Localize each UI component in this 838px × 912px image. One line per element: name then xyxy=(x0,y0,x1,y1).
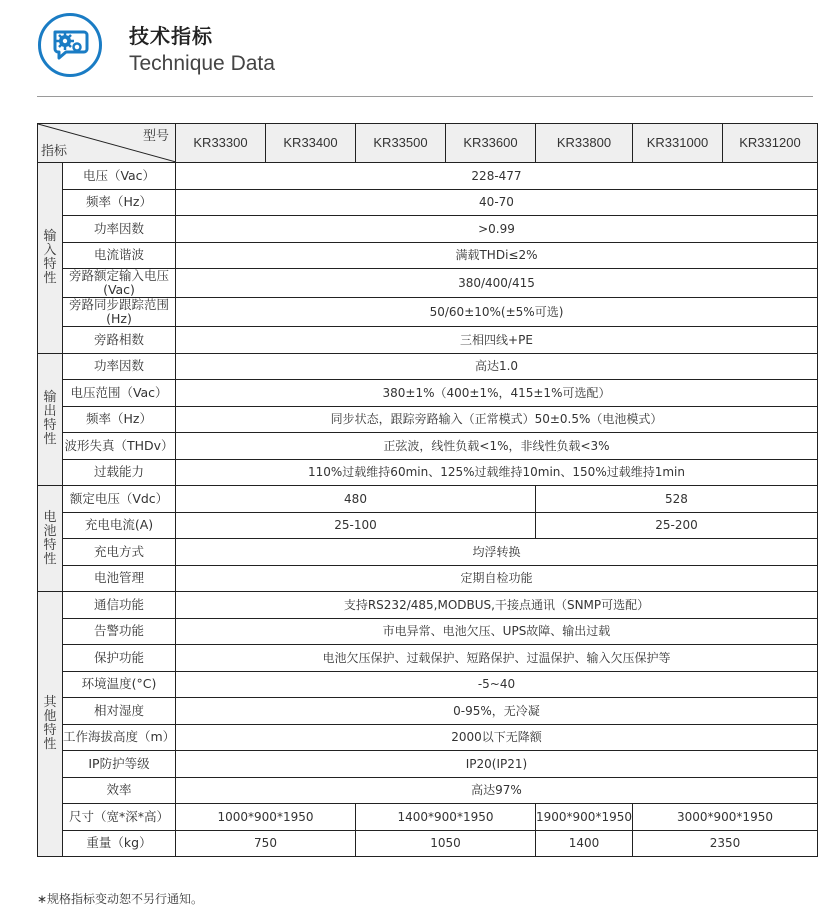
row-label: 过载能力 xyxy=(63,459,176,486)
table-header-row xyxy=(38,124,818,163)
row-label: 充电电流(A) xyxy=(63,512,176,539)
row-value: 1400 xyxy=(536,830,633,857)
row-value: 50/60±10%(±5%可选) xyxy=(176,298,818,327)
row-label: 额定电压（Vdc） xyxy=(63,486,176,513)
row-value: 0-95%，无冷凝 xyxy=(176,698,818,725)
row-value: 380/400/415 xyxy=(176,269,818,298)
row-value: -5~40 xyxy=(176,671,818,698)
row-label: 波形失真（THDv） xyxy=(63,433,176,460)
model-axis-label: 型号 xyxy=(142,128,169,143)
row-label: 尺寸（宽*深*高） xyxy=(63,804,176,831)
table-row xyxy=(38,163,818,190)
model-header: KR33400 xyxy=(266,124,356,163)
model-header: KR331000 xyxy=(632,124,722,163)
row-label: 环境温度(°C) xyxy=(63,671,176,698)
page-title: 技术指标 xyxy=(129,24,213,48)
row-value: 高达97% xyxy=(176,777,818,804)
row-label: 旁路同步跟踪范围(Hz) xyxy=(63,298,176,327)
table-row xyxy=(38,353,818,380)
section-label-output: 输出特性 xyxy=(38,353,63,486)
table-row xyxy=(38,565,818,592)
table-row xyxy=(38,645,818,672)
row-label: 电流谐波 xyxy=(63,242,176,269)
model-header: KR33500 xyxy=(356,124,446,163)
metric-axis-label: 指标 xyxy=(41,143,68,158)
row-value: 480 xyxy=(176,486,536,513)
table-row xyxy=(38,724,818,751)
row-value: 1900*900*1950 xyxy=(536,804,633,831)
row-value: 电池欠压保护、过载保护、短路保护、过温保护、输入欠压保护等 xyxy=(176,645,818,672)
table-row xyxy=(38,698,818,725)
table-row xyxy=(38,592,818,619)
table-row xyxy=(38,512,818,539)
row-value: 1000*900*1950 xyxy=(176,804,356,831)
section-label-battery: 电池特性 xyxy=(38,486,63,592)
table-row xyxy=(38,189,818,216)
row-value: 25-200 xyxy=(536,512,818,539)
spec-table xyxy=(37,123,818,857)
row-label: 充电方式 xyxy=(63,539,176,566)
row-label: 相对湿度 xyxy=(63,698,176,725)
table-row xyxy=(38,459,818,486)
model-header: KR331200 xyxy=(722,124,817,163)
table-row xyxy=(38,671,818,698)
row-value: 市电异常、电池欠压、UPS故障、输出过载 xyxy=(176,618,818,645)
row-value: 正弦波，线性负载<1%，非线性负载<3% xyxy=(176,433,818,460)
row-label: 频率（Hz） xyxy=(63,406,176,433)
row-value: 2350 xyxy=(632,830,817,857)
row-value: 高达1.0 xyxy=(176,353,818,380)
row-value: 同步状态，跟踪旁路输入（正常模式）50±0.5%（电池模式） xyxy=(176,406,818,433)
row-label: 频率（Hz） xyxy=(63,189,176,216)
page-subtitle: Technique Data xyxy=(129,52,275,75)
table-row xyxy=(38,327,818,354)
row-label: 工作海拔高度（m） xyxy=(63,724,176,751)
section-label-other: 其他特性 xyxy=(38,592,63,857)
model-header: KR33800 xyxy=(536,124,633,163)
header-divider xyxy=(37,96,813,97)
row-label: 告警功能 xyxy=(63,618,176,645)
table-row xyxy=(38,539,818,566)
table-row xyxy=(38,618,818,645)
table-row xyxy=(38,298,818,327)
corner-header-cell xyxy=(38,124,176,163)
row-label: 效率 xyxy=(63,777,176,804)
table-row xyxy=(38,486,818,513)
row-label: 重量（kg） xyxy=(63,830,176,857)
row-value: 1400*900*1950 xyxy=(356,804,536,831)
row-label: 功率因数 xyxy=(63,216,176,243)
row-value: 25-100 xyxy=(176,512,536,539)
row-value: 528 xyxy=(536,486,818,513)
row-value: 三相四线+PE xyxy=(176,327,818,354)
row-value: 40-70 xyxy=(176,189,818,216)
row-label: 电压范围（Vac） xyxy=(63,380,176,407)
row-value: 均浮转换 xyxy=(176,539,818,566)
row-value: 228-477 xyxy=(176,163,818,190)
row-label: 功率因数 xyxy=(63,353,176,380)
row-label: 保护功能 xyxy=(63,645,176,672)
section-label-input: 输入特性 xyxy=(38,163,63,354)
row-label: 电压（Vac） xyxy=(63,163,176,190)
table-row xyxy=(38,216,818,243)
row-value: IP20(IP21) xyxy=(176,751,818,778)
row-value: >0.99 xyxy=(176,216,818,243)
table-row xyxy=(38,433,818,460)
row-label: IP防护等级 xyxy=(63,751,176,778)
row-label: 旁路相数 xyxy=(63,327,176,354)
table-row xyxy=(38,380,818,407)
row-value: 定期自检功能 xyxy=(176,565,818,592)
row-value: 1050 xyxy=(356,830,536,857)
row-label: 通信功能 xyxy=(63,592,176,619)
table-row xyxy=(38,269,818,298)
footnote: ∗规格指标变动恕不另行通知。 xyxy=(37,892,204,906)
row-value: 满载THDi≤2% xyxy=(176,242,818,269)
row-value: 2000以下无降额 xyxy=(176,724,818,751)
row-label: 电池管理 xyxy=(63,565,176,592)
table-row xyxy=(38,830,818,857)
table-row xyxy=(38,804,818,831)
row-label: 旁路额定输入电压(Vac) xyxy=(63,269,176,298)
page-header xyxy=(0,0,838,100)
row-value: 110%过载维持60min、125%过载维持10min、150%过载维持1min xyxy=(176,459,818,486)
table-row xyxy=(38,406,818,433)
row-value: 380±1%（400±1%，415±1%可选配） xyxy=(176,380,818,407)
row-value: 3000*900*1950 xyxy=(632,804,817,831)
row-value: 支持RS232/485,MODBUS,干接点通讯（SNMP可选配） xyxy=(176,592,818,619)
gear-chat-icon xyxy=(38,13,102,77)
row-value: 750 xyxy=(176,830,356,857)
model-header: KR33600 xyxy=(446,124,536,163)
table-row xyxy=(38,242,818,269)
model-header: KR33300 xyxy=(176,124,266,163)
table-row xyxy=(38,751,818,778)
table-row xyxy=(38,777,818,804)
